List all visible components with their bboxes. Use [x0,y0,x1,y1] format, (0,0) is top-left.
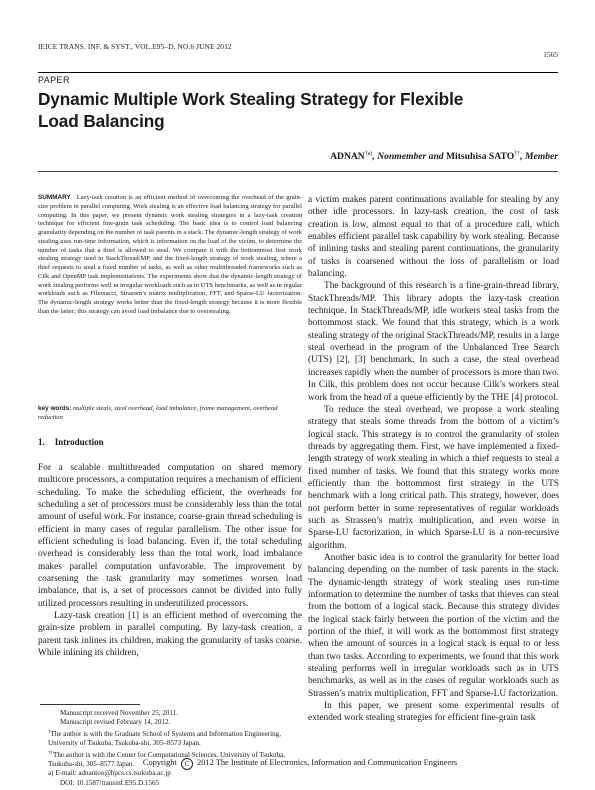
abstract [38,194,302,317]
footnote-doi[interactable]: DOI: 10.1587/transinf.E95.D.1565 [60,778,160,787]
section-number: 1. [38,437,45,447]
footnote-affiliation-text: The author is with the Center for Computational Sciences, University of Tsukuba, Tsukuba-shi, 305–8577 Japan. [48,750,286,769]
paper-type-label: PAPER [38,72,558,85]
body-paragraph: a victim makes parent continuations available for stealing by any other idle processors. In lazy-task creation, the cost of task creation is low, almost equal to that of a procedure call, which enables efficient parallel task capability by work stealing. Because of inlining tasks and stealing parent continuations, the granularity of tasks is coarsened without the loss of parallelism or load balancing. [308,195,559,280]
footnote-affiliation-text: The author is with the Graduate School of Systems and Information Engineering, University of Tsukuba, Tsukuba-shi, 305–8573 Japan. [48,729,281,748]
author-affiliation-mark: †† [514,151,521,157]
body-paragraph: To reduce the steal overhead, we propose a work stealing strategy that steals some threads from the bottom of a victim’s logical stack. This strategy is to control the granularity of stolen threads by aggregating them. First, we have implemented a fixed-length strategy of work stealing in which a thief requests to steal a fixed number of tasks. We found that this strategy works more efficiently than the bottommost first strategy in the UTS benchmark with a long critical path. This strategy, however, does not perform better in some representatives of regular workloads such as Strassen’s matrix multiplication, and even worse in Sparse-LU factorization, in which Sparse-LU is a non-recursive algorithm. [308,404,559,551]
author-name: Mitsuhisa SATO [446,151,515,162]
author-name: ADNAN [330,151,365,162]
footnotes [48,709,300,788]
footnote-mark: †† [48,750,53,756]
body-paragraph: Another basic idea is to control the granularity for better load balancing depending on the number of task parents in the stack. The dynamic-length strategy of work stealing uses run-time information to determine the number of tasks that thieves can steal from the bottom of a logical stack. Because this strategy divides the logical stack fairly between the portion of the victim and the portion of the thief, it will work as the bottommost first strategy when the amount of sources in a logical stack is equal to or less than two tasks. According to experiments, we found that this work stealing performs well in irregular workloads such as in UTS benchmarks, as well as in the cases of regular workloads such as Strassen’s matrix multiplication, FFT and Sparse-LU factorization. [308,552,559,699]
footnote-divider [40,704,140,705]
keywords-text: multiple steals, steal overhead, load imbalance, frame management, overhead reduction [38,405,278,421]
author-affiliation-mark: †a) [364,151,373,157]
footnote-email[interactable]: a) E-mail: adnantoo@hpcs.cs.tsukuba.ac.jp [48,769,171,778]
keywords-label: key words: [38,405,72,412]
body-paragraph: The background of this research is a fine-grain-thread library, StackThreads/MP. This library adopts the lazy-task creation technique. In StackThreads/MP, idle workers steal tasks from the bottommost stack. We found that this strategy, which is a work stealing strategy of the original StackThreads/MP, results in a large steal overhead in the program of the Unbalanced Tree Search (UTS) [2], [3] benchmark. In such a case, the steal overhead increases rapidly when the number of processors is more than two. In Cilk, this problem does not occur because Cilk’s workers steal work from the head of a queue efficiently by the THE [4] protocol. [308,281,559,403]
footnote-affiliation [48,728,300,749]
body-paragraph: In this paper, we present some experimental results of extended work stealing strategies for efficient fine-grain task [308,701,559,724]
footnote-mark: † [48,729,51,735]
keywords [38,405,302,423]
author-role: , Nonmember [372,151,427,162]
author-line [260,151,558,162]
journal-header: IEICE TRANS. INF. & SYST., VOL.E95–D, NO.6 JUNE 2012 [38,42,232,51]
abstract-text: Lazy-task creation is an efficient method of overcoming the overhead of the grain-size problem in parallel computing. Work stealing is an effective load balancing strategy for parallel computing. In this paper, we present dynamic work stealing strategies in a lazy-task creation technique for efficient fine-grain task scheduling. The basic idea is to control load balancing granularity depending on the number of task parents in a stack. The dynamic-length strategy of work stealing uses run-time information, which is information on the load of the victim, to determine the number of tasks that a thief is allowed to steal. We compare it with the bottommost first work stealing strategy used in StackThread/MP, and the fixed-length strategy of work stealing, where a thief requests to steal a fixed number of tasks, as well as other multithreaded frameworks such as Cilk and OpenMP task implementations. The experiments show that the dynamic-length strategy of work stealing performs well in irregular workloads such as in UTS benchmarks, as well as in regular workloads such as Fibonacci, Strassen’s matrix multiplication, FFT, and Sparse-LU factorization. The dynamic-length strategy works better than the fixed-length strategy because it is more flexible than the latter; this strategy can avoid load imbalance due to overstealing. [38,194,302,315]
footnote-received: Manuscript received November 25, 2011. [60,709,178,717]
paper-title: Dynamic Multiple Work Stealing Strategy for Flexible Load Balancing [38,89,464,131]
footnote-revised: Manuscript revised February 14, 2012. [60,718,171,727]
copyright-icon: C [181,758,193,770]
author-role: , Member [520,151,558,162]
copyright-label: Copyright [142,758,177,767]
left-column-body [38,462,302,660]
title-divider [38,171,558,172]
body-paragraph: Lazy-task creation [1] is an efficient method of overcoming the grain-size problem in parallel computing. By lazy-task creation, a parent task inlines its children, making the granularity of tasks coarse. While inlining its children, [38,611,302,659]
copyright-footer [130,758,470,770]
right-column-body [308,194,559,725]
page-number: 1565 [543,50,558,59]
abstract-label: SUMMARY [38,194,71,201]
section-title: Introduction [54,437,104,447]
author-conjunction: and [426,151,446,162]
copyright-text: 2012 The Institute of Electronics, Information and Communication Engineers [197,758,458,767]
body-paragraph: For a scalable multithreaded computation on shared memory multicore processors, a computation requires a mechanism of efficient scheduling. To make the scheduling efficient, the overheads for scheduling a set of processors must be considerably less than the total amount of useful work. For instance, coarse-grain thread scheduling is efficient in many cases of regular parallelism. The other issue for efficient scheduling is load balancing. Even if, the total scheduling overhead is considerably less than the total work, load imbalance makes parallel computation unfavorable. The improvement by coarsening the task granularity may sometimes worsen load imbalance, that is, a set of processors cannot be divided into fully utilized processors resulting in underutilized processors. [38,463,302,609]
section-heading [38,437,114,447]
